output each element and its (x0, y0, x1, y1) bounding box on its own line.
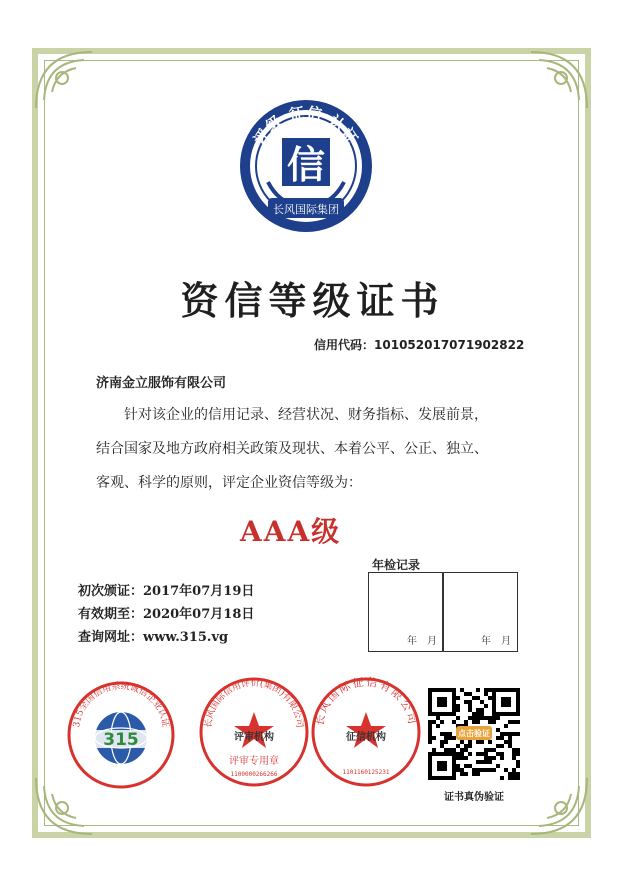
qr-module (496, 744, 500, 748)
qr-module (428, 728, 432, 732)
qr-module (452, 748, 456, 752)
qr-module (428, 724, 432, 728)
qr-module (468, 708, 472, 712)
qr-module (468, 764, 472, 768)
qr-module (480, 752, 484, 756)
qr-module (444, 748, 448, 752)
qr-module (456, 756, 460, 760)
qr-module (448, 736, 452, 740)
qr-module (476, 696, 480, 700)
qr-module (516, 772, 520, 776)
qr-module (448, 748, 452, 752)
qr-module (460, 740, 464, 744)
seal-credit-ring-text: 长风国际征信有限公司 (312, 676, 420, 727)
qr-module (436, 716, 440, 720)
annual-check-box (368, 572, 518, 652)
qr-module (456, 716, 460, 720)
qr-module (444, 740, 448, 744)
credit-code-value: 101052017071902822 (374, 338, 525, 352)
qr-module (480, 760, 484, 764)
seal-315-certification (66, 680, 176, 790)
qr-module (508, 744, 512, 748)
qr-module (508, 772, 512, 776)
qr-module (492, 756, 496, 760)
seal-rating-number: 1100000266266 (230, 771, 278, 778)
qr-module (464, 756, 468, 760)
qr-module (516, 764, 520, 768)
qr-module (476, 772, 480, 776)
qr-module (440, 720, 444, 724)
qr-module (468, 700, 472, 704)
qr-module (476, 716, 480, 720)
qr-module (500, 752, 504, 756)
qr-module (456, 768, 460, 772)
qr-module (492, 720, 496, 724)
qr-module (512, 776, 516, 780)
qr-module (464, 744, 468, 748)
qr-module (496, 716, 500, 720)
qr-module (500, 756, 504, 760)
qr-module (492, 716, 496, 720)
annual-check-title: 年检记录 (372, 558, 421, 572)
qr-module (484, 692, 488, 696)
qr-module (500, 732, 504, 736)
seal-rating-center-text: 评审机构 (234, 732, 274, 743)
qr-module (456, 752, 460, 756)
qr-module (496, 736, 500, 740)
qr-module (512, 732, 516, 736)
seal-rating-ring-text: 长风国际信用评价(集团)有限公司 (203, 678, 305, 729)
qr-module (436, 724, 440, 728)
qr-module (456, 764, 460, 768)
qr-module (512, 768, 516, 772)
qr-module (476, 712, 480, 716)
verification-qr-code[interactable] (428, 688, 520, 780)
qr-module (468, 752, 472, 756)
qr-module (456, 744, 460, 748)
logo-bottom-text: 长风国际集团 (273, 203, 339, 216)
certificate-title: 资信等级证书 (180, 279, 445, 323)
qr-module (484, 688, 488, 692)
qr-module (428, 720, 432, 724)
qr-module (516, 720, 520, 724)
corner-ornament-bottom-right (521, 768, 591, 838)
seal-credit-number: 1101160125231 (342, 769, 390, 776)
qr-module (428, 732, 432, 736)
qr-module (488, 720, 492, 724)
qr-module (468, 740, 472, 744)
corner-ornament-top-right (521, 48, 591, 118)
qr-module (472, 716, 476, 720)
qr-module (468, 716, 472, 720)
qr-module (516, 760, 520, 764)
qr-module (512, 772, 516, 776)
annual-check-divider (442, 573, 444, 651)
qr-module (464, 748, 468, 752)
qr-module (516, 748, 520, 752)
qr-module (480, 768, 484, 772)
qr-module (484, 752, 488, 756)
qr-overlay-text: 点击验证 (458, 729, 490, 738)
qr-module (460, 756, 464, 760)
credit-grade: AAA级 (240, 515, 342, 548)
qr-module (480, 716, 484, 720)
qr-module (432, 720, 436, 724)
seal-rating-review-institution (198, 676, 310, 788)
seal-rating-sub-text: 评审专用章 (229, 756, 279, 767)
qr-module (512, 756, 516, 760)
qr-module (428, 736, 432, 740)
corner-ornament-top-left (32, 48, 102, 118)
qr-module (488, 696, 492, 700)
qr-module (484, 704, 488, 708)
qr-module (468, 744, 472, 748)
qr-module (476, 720, 480, 724)
qr-module (512, 752, 516, 756)
logo-arc-text: 评级·征信·认证 (250, 103, 362, 148)
qr-module (452, 720, 456, 724)
qr-module (448, 732, 452, 736)
seal-315-center-text: 315 (103, 730, 139, 750)
paragraph-line-1: 针对该企业的信用记录、经营状况、财务指标、发展前景， (124, 407, 488, 423)
qr-module (464, 720, 468, 724)
qr-module (508, 720, 512, 724)
qr-module (480, 708, 484, 712)
annual-check-year-month-2: 年 月 (481, 636, 511, 647)
qr-module (484, 748, 488, 752)
qr-module (472, 720, 476, 724)
qr-module (476, 688, 480, 692)
seal-315-ring-text: 315全国信用系统诚信企业认证 (72, 681, 171, 729)
qr-module (432, 736, 436, 740)
company-name: 济南金立服饰有限公司 (96, 376, 227, 391)
qr-module (444, 732, 448, 736)
qr-module (476, 740, 480, 744)
qr-module (460, 772, 464, 776)
qr-module (464, 700, 468, 704)
qr-module (440, 732, 444, 736)
qr-module (504, 732, 508, 736)
qr-module (500, 744, 504, 748)
qr-module (464, 764, 468, 768)
credit-code (314, 336, 524, 353)
logo-center-char: 信 (286, 142, 326, 187)
qr-module (464, 692, 468, 696)
qr-module (476, 760, 480, 764)
qr-module (472, 772, 476, 776)
qr-module (516, 732, 520, 736)
query-website: 查询网址：www.315.vg (78, 630, 229, 645)
valid-until-date: 有效期至：2020年07月18日 (78, 607, 255, 622)
qr-module (504, 768, 508, 772)
qr-module (456, 696, 460, 700)
qr-module (464, 772, 468, 776)
qr-module (428, 740, 432, 744)
paragraph-line-3: 客观、科学的原则，评定企业资信等级为： (96, 475, 362, 491)
qr-module (460, 768, 464, 772)
qr-module (516, 752, 520, 756)
qr-module (488, 740, 492, 744)
certificate-paragraph (96, 398, 536, 500)
qr-module (508, 776, 512, 780)
qr-module (456, 708, 460, 712)
qr-module (492, 768, 496, 772)
qr-module (488, 688, 492, 692)
qr-module (460, 752, 464, 756)
certificate-dates (78, 580, 254, 649)
qr-module (484, 760, 488, 764)
qr-module (496, 764, 500, 768)
qr-module (508, 732, 512, 736)
qr-module (512, 748, 516, 752)
qr-module (476, 708, 480, 712)
qr-module (456, 704, 460, 708)
qr-module (484, 768, 488, 772)
qr-module (480, 740, 484, 744)
annual-check-year-month-1: 年 月 (407, 636, 437, 647)
qr-module (460, 688, 464, 692)
certificate-verify-label: 证书真伪验证 (444, 792, 504, 803)
qr-module (488, 748, 492, 752)
qr-module (444, 736, 448, 740)
qr-module (476, 768, 480, 772)
qr-module (468, 692, 472, 696)
qr-code-graphic (428, 688, 520, 780)
qr-module (440, 744, 444, 748)
qr-module (500, 776, 504, 780)
qr-module (484, 756, 488, 760)
qr-module (488, 760, 492, 764)
qr-module (472, 696, 476, 700)
qr-module (484, 716, 488, 720)
qr-module (432, 748, 436, 752)
issue-date: 初次颁证：2017年07月19日 (78, 584, 255, 599)
qr-module (516, 776, 520, 780)
qr-module (468, 704, 472, 708)
qr-module (460, 748, 464, 752)
credit-code-label: 信用代码： (314, 338, 375, 352)
qr-module (476, 752, 480, 756)
seal-credit-investigation-institution (310, 676, 422, 788)
qr-module (492, 748, 496, 752)
qr-module (512, 720, 516, 724)
seal-credit-center-text: 征信机构 (346, 732, 386, 743)
qr-module (488, 716, 492, 720)
qr-module (472, 768, 476, 772)
qr-module (472, 712, 476, 716)
qr-module (488, 756, 492, 760)
qr-module (496, 728, 500, 732)
rating-logo-emblem (238, 98, 374, 234)
paragraph-line-2: 结合国家及地方政府相关政策及现状、本着公平、公正、独立、 (96, 441, 488, 457)
qr-module (504, 740, 508, 744)
qr-module (480, 700, 484, 704)
qr-module (496, 752, 500, 756)
qr-module (504, 724, 508, 728)
qr-module (500, 736, 504, 740)
qr-module (440, 740, 444, 744)
qr-module (508, 740, 512, 744)
qr-module (452, 736, 456, 740)
qr-module (488, 768, 492, 772)
qr-module (508, 736, 512, 740)
qr-module (480, 712, 484, 716)
